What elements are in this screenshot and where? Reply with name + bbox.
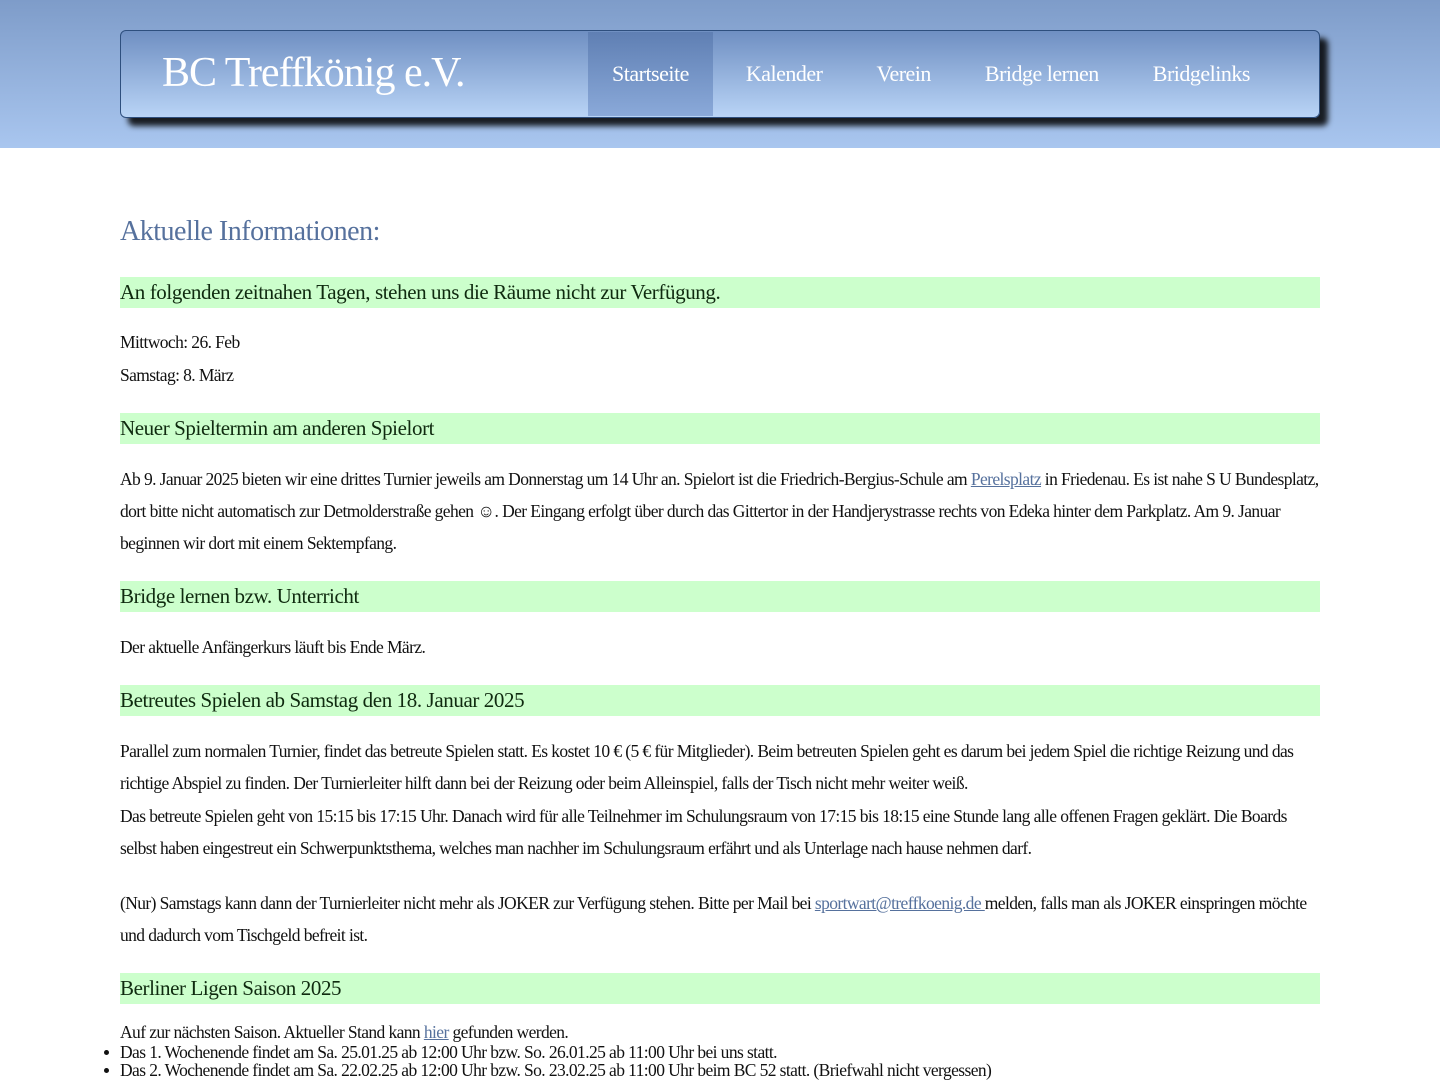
ligen-text: Auf zur nächsten Saison. Aktueller Stand kann hier gefunden werden. bbox=[120, 1022, 569, 1042]
page-title: Aktuelle Informationen: bbox=[120, 216, 380, 247]
site-title[interactable]: BC Treffkönig e.V. bbox=[162, 50, 465, 96]
closed-date-2: Samstag: 8. März bbox=[120, 365, 234, 385]
unterricht-text: Der aktuelle Anfängerkurs läuft bis Ende März. bbox=[120, 637, 426, 657]
nav-bridgelinks[interactable]: Bridgelinks bbox=[1152, 61, 1250, 86]
list-item: Das 2. Wochenende findet am Sa. 22.02.25 ab 12:00 Uhr bzw. So. 23.02.25 ab 11:00 Uhr beim BC 52 statt. (Briefwahl nicht vergessen) bbox=[120, 1060, 992, 1080]
betreutes-spielen-p3: (Nur) Samstags kann dann der Turnierleiter nicht mehr als JOKER zur Verfügung stehen. Bitte per Mail bei sportwart@treffkoenig.de melden, falls man als JOKER einspringen möchte und dadurch vom Tischgeld befreit ist. bbox=[120, 893, 1307, 945]
nav-startseite[interactable]: Startseite bbox=[588, 32, 713, 116]
site-header bbox=[120, 30, 1320, 118]
closed-date-1: Mittwoch: 26. Feb bbox=[120, 332, 240, 352]
section-heading-raeume: An folgenden zeitnahen Tagen, stehen uns die Räume nicht zur Verfügung. bbox=[120, 277, 1320, 308]
section-heading-ligen: Berliner Ligen Saison 2025 bbox=[120, 973, 1320, 1004]
ligen-stand-link[interactable]: hier bbox=[423, 1022, 449, 1042]
betreutes-spielen-p2: Das betreute Spielen geht von 15:15 bis 17:15 Uhr. Danach wird für alle Teilnehmer im Schulungsraum von 17:15 bis 18:15 eine Stunde lang alle offenen Fragen geklärt. Die Boards selbst haben eingestreut ein Schwerpunktsthema, welches man nachher im Schulungsraum erfährt und als Unterlage nach hause nehmen darf. bbox=[120, 806, 1287, 858]
nav-bridge-lernen[interactable]: Bridge lernen bbox=[984, 61, 1099, 86]
main-nav bbox=[588, 32, 1277, 116]
ligen-dates-list bbox=[120, 1043, 991, 1079]
nav-kalender[interactable]: Kalender bbox=[745, 61, 823, 86]
section-heading-spieltermin: Neuer Spieltermin am anderen Spielort bbox=[120, 413, 1320, 444]
smiley-icon: ☺ bbox=[477, 501, 495, 521]
betreutes-spielen-p1: Parallel zum normalen Turnier, findet das betreute Spielen statt. Es kostet 10 € (5 € für Mitglieder). Beim betreuten Spielen geht es darum bei jedem Spiel die richtige Reizung und das richtige Abspiel zu finden. Der Turnierleiter hilft dann bei der Reizung oder beim Alleinspiel, falls der Tisch nicht mehr weiter weiß. bbox=[120, 741, 1294, 793]
section-heading-betreutes-spielen: Betreutes Spielen ab Samstag den 18. Januar 2025 bbox=[120, 685, 1320, 716]
section-heading-unterricht: Bridge lernen bzw. Unterricht bbox=[120, 581, 1320, 612]
nav-verein[interactable]: Verein bbox=[876, 61, 931, 86]
list-item: Das 1. Wochenende findet am Sa. 25.01.25 ab 12:00 Uhr bzw. So. 26.01.25 ab 11:00 Uhr bei uns statt. bbox=[120, 1043, 991, 1061]
sportwart-email-link[interactable]: sportwart@treffkoenig.de bbox=[814, 893, 985, 913]
perelsplatz-link[interactable]: Perelsplatz bbox=[970, 469, 1042, 489]
spieltermin-text: Ab 9. Januar 2025 bieten wir eine drittes Turnier jeweils am Donnerstag um 14 Uhr an. Spielort ist die Friedrich-Bergius-Schule am Perelsplatz in Friedenau. Es ist nahe S U Bundesplatz, dort bitte nicht automatisch zur Detmolderstraße gehen ☺. Der Eingang erfolgt über durch das Gittertor in der Handjerystrasse rechts von Edeka hinter dem Parkplatz. Am 9. Januar beginnen wir dort mit einem Sektempfang. bbox=[120, 469, 1319, 553]
